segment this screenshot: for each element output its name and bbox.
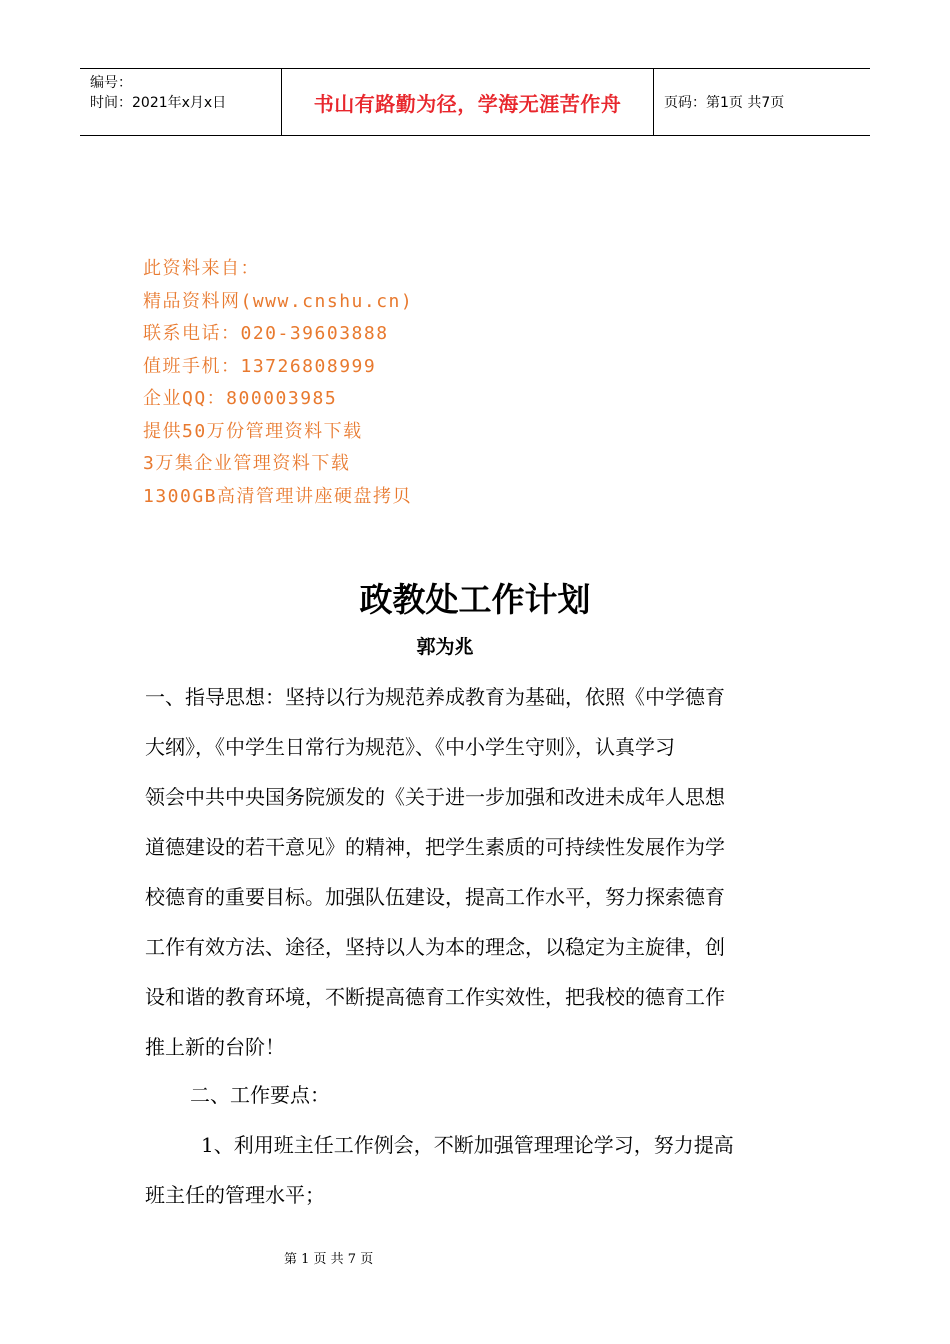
source-line: 1300GB高清管理讲座硬盘拷贝: [143, 485, 413, 507]
paragraph-line: 推上新的台阶！: [145, 1035, 285, 1059]
source-line: 联系电话：020-39603888: [143, 323, 389, 344]
paragraph-line: 道德建设的若干意见》的精神，把学生素质的可持续性发展作为学: [145, 835, 725, 859]
header-motto-cell: [281, 69, 654, 135]
source-info-block: [143, 253, 413, 513]
page-info: 页码：第1页 共7页: [664, 95, 785, 111]
number-label: 编号：: [90, 75, 132, 91]
header-table: [80, 68, 870, 136]
paragraph-line: 设和谐的教育环境，不断提高德育工作实效性，把我校的德育工作: [145, 985, 725, 1009]
work-item-1: [145, 1120, 805, 1220]
page-footer: [0, 1248, 950, 1267]
item-line: 班主任的管理水平；: [145, 1183, 325, 1207]
source-line: 3万集企业管理资料下载: [143, 453, 351, 474]
header-page-cell: [654, 69, 870, 135]
motto-text: 书山有路勤为径，学海无涯苦作舟: [313, 91, 622, 116]
paragraph-line: 工作有效方法、途径，坚持以人为本的理念，以稳定为主旋律，创: [145, 935, 725, 959]
document-title: 政教处工作计划: [359, 580, 591, 619]
header-meta-cell: [80, 69, 281, 135]
source-line: 企业QQ：800003985: [143, 388, 338, 409]
paragraph-line: 一、指导思想：坚持以行为规范养成教育为基础，依照《中学德育: [145, 685, 725, 709]
source-line: 精品资料网(www.cnshu.cn): [143, 290, 414, 312]
section2-heading: 二、工作要点：: [190, 1083, 330, 1107]
footer-page-number: 第 1 页 共 7 页: [284, 1252, 374, 1267]
section-heading: [145, 1070, 805, 1120]
paragraph-line: 大纲》，《中学生日常行为规范》、《中小学生守则》，认真学习: [145, 735, 675, 759]
time-label: 时间：2021年x月x日: [90, 95, 227, 111]
source-line: 提供50万份管理资料下载: [143, 420, 363, 442]
item-line: 1、利用班主任工作例会，不断加强管理理论学习，努力提高: [201, 1133, 734, 1157]
paragraph-line: 校德育的重要目标。加强队伍建设，提高工作水平，努力探索德育: [145, 885, 725, 909]
source-line: 此资料来自：: [143, 258, 260, 279]
source-line: 值班手机：13726808999: [143, 355, 377, 377]
document-author: 郭为兆: [416, 636, 474, 658]
guiding-thought-paragraph: [145, 672, 805, 1072]
paragraph-line: 领会中共中央国务院颁发的《关于进一步加强和改进未成年人思想: [145, 785, 725, 809]
